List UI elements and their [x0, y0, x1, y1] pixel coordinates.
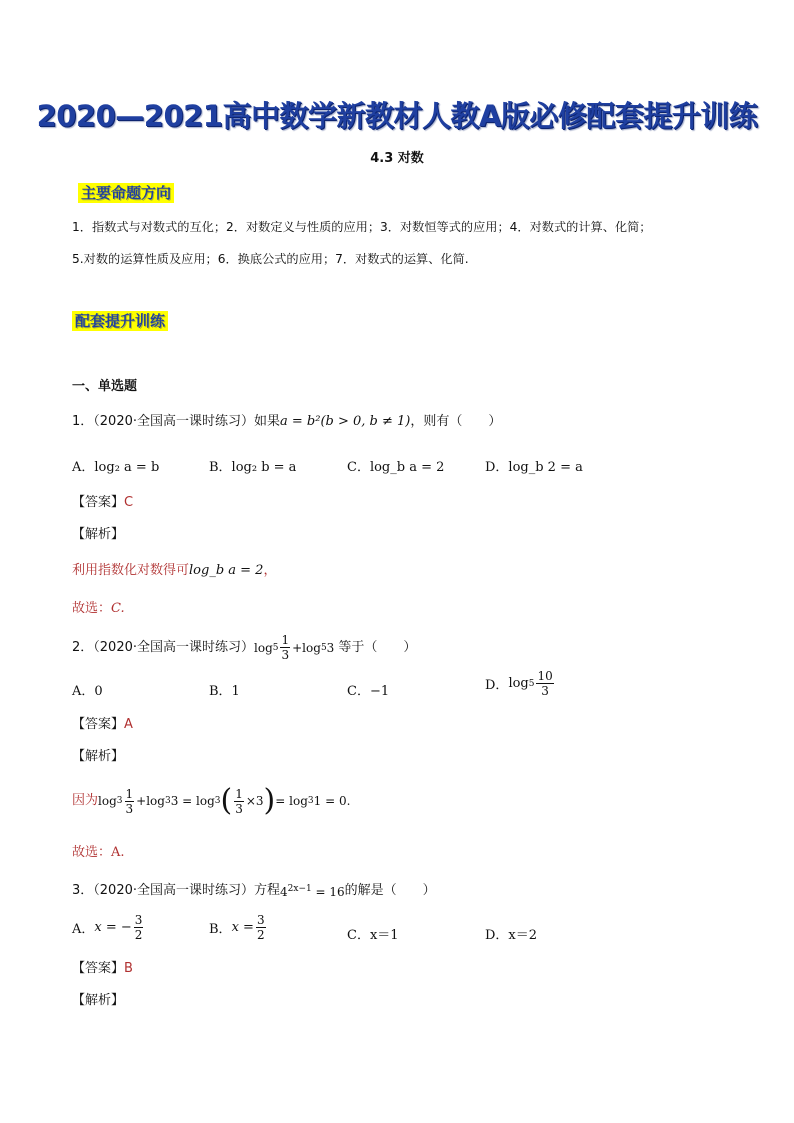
section-label-directions: 主要命题方向 [78, 183, 174, 203]
q1-option-a: A．log₂ a = b [72, 460, 160, 475]
q2-option-c: C．−1 [347, 684, 390, 699]
question-3: 3．（2020·全国高一课时练习）方程 $4^{2x-1} = 16$ 的解是（ ） [72, 880, 436, 901]
q1-option-c: C．log_b a = 2 [347, 460, 445, 475]
q2-option-b: B．1 [209, 684, 240, 699]
q1-option-b: B．log₂ b = a [209, 460, 297, 475]
q3-equation: $4^{2x-1} = 16$ [280, 884, 345, 899]
page-title: 2020—2021高中数学新教材人教A版必修配套提升训练 [36, 99, 758, 133]
q2-analysis: 因为 log 3 $\frac{1}{3}$ +log 3 3 = log 3 ( $\frac{1}{3}$ ×3 ) = log 3 1 = 0. [72, 783, 351, 818]
q1-analysis: 利用指数化对数得可 log_b a = 2 ， [72, 563, 277, 578]
q2-option-a: A．0 [72, 684, 103, 699]
q2-conclusion: 故选：A. [72, 845, 125, 860]
q1-answer: 【答案】C [72, 495, 134, 510]
q2-option-d: D． log 5 $\frac{10}{3}$ [485, 669, 553, 698]
q1-conclusion: 故选：C. [72, 601, 125, 616]
q2-answer: 【答案】A [72, 717, 133, 732]
q2-analysis-formula: log 3 $\frac{1}{3}$ +log 3 3 = log 3 ( $\frac{1}{3}$ ×3 ) = log 3 1 = 0. [98, 783, 351, 818]
directions-line-1: 1．指数式与对数式的互化；2．对数定义与性质的应用；3．对数恒等式的应用；4．对数式的计算、化简； [72, 220, 652, 234]
part-heading: 一、单选题 [72, 379, 138, 394]
question-2: 2．（2020·全国高一课时练习） log 5 $\frac{1}{3}$ +log 5 3 等于（ ） [72, 633, 417, 662]
q3-option-a: A． x = − $\frac{3}{2}$ [72, 913, 143, 942]
q1-condition: a = b²(b > 0, b ≠ 1) [280, 414, 411, 429]
q3-analysis-label: 【解析】 [72, 993, 125, 1008]
directions-line-2: 5.对数的运算性质及应用；6．换底公式的应用；7．对数式的运算、化简. [72, 252, 469, 266]
q1-option-d: D．log_b 2 = a [485, 460, 583, 475]
q3-option-d: D．x＝2 [485, 928, 538, 943]
page-subtitle: 4.3 对数 [370, 151, 424, 166]
question-1: 1．（2020·全国高一课时练习）如果 a = b²(b > 0, b ≠ 1) ，则有（ ） [72, 414, 502, 429]
section-label-training: 配套提升训练 [72, 311, 168, 331]
q2-analysis-label: 【解析】 [72, 749, 125, 764]
q3-answer: 【答案】B [72, 961, 133, 976]
q1-analysis-label: 【解析】 [72, 527, 125, 542]
q3-option-b: B． x = $\frac{3}{2}$ [209, 913, 265, 942]
q3-option-c: C．x＝1 [347, 928, 399, 943]
q2-expression: log 5 $\frac{1}{3}$ +log 5 3 [254, 633, 335, 662]
